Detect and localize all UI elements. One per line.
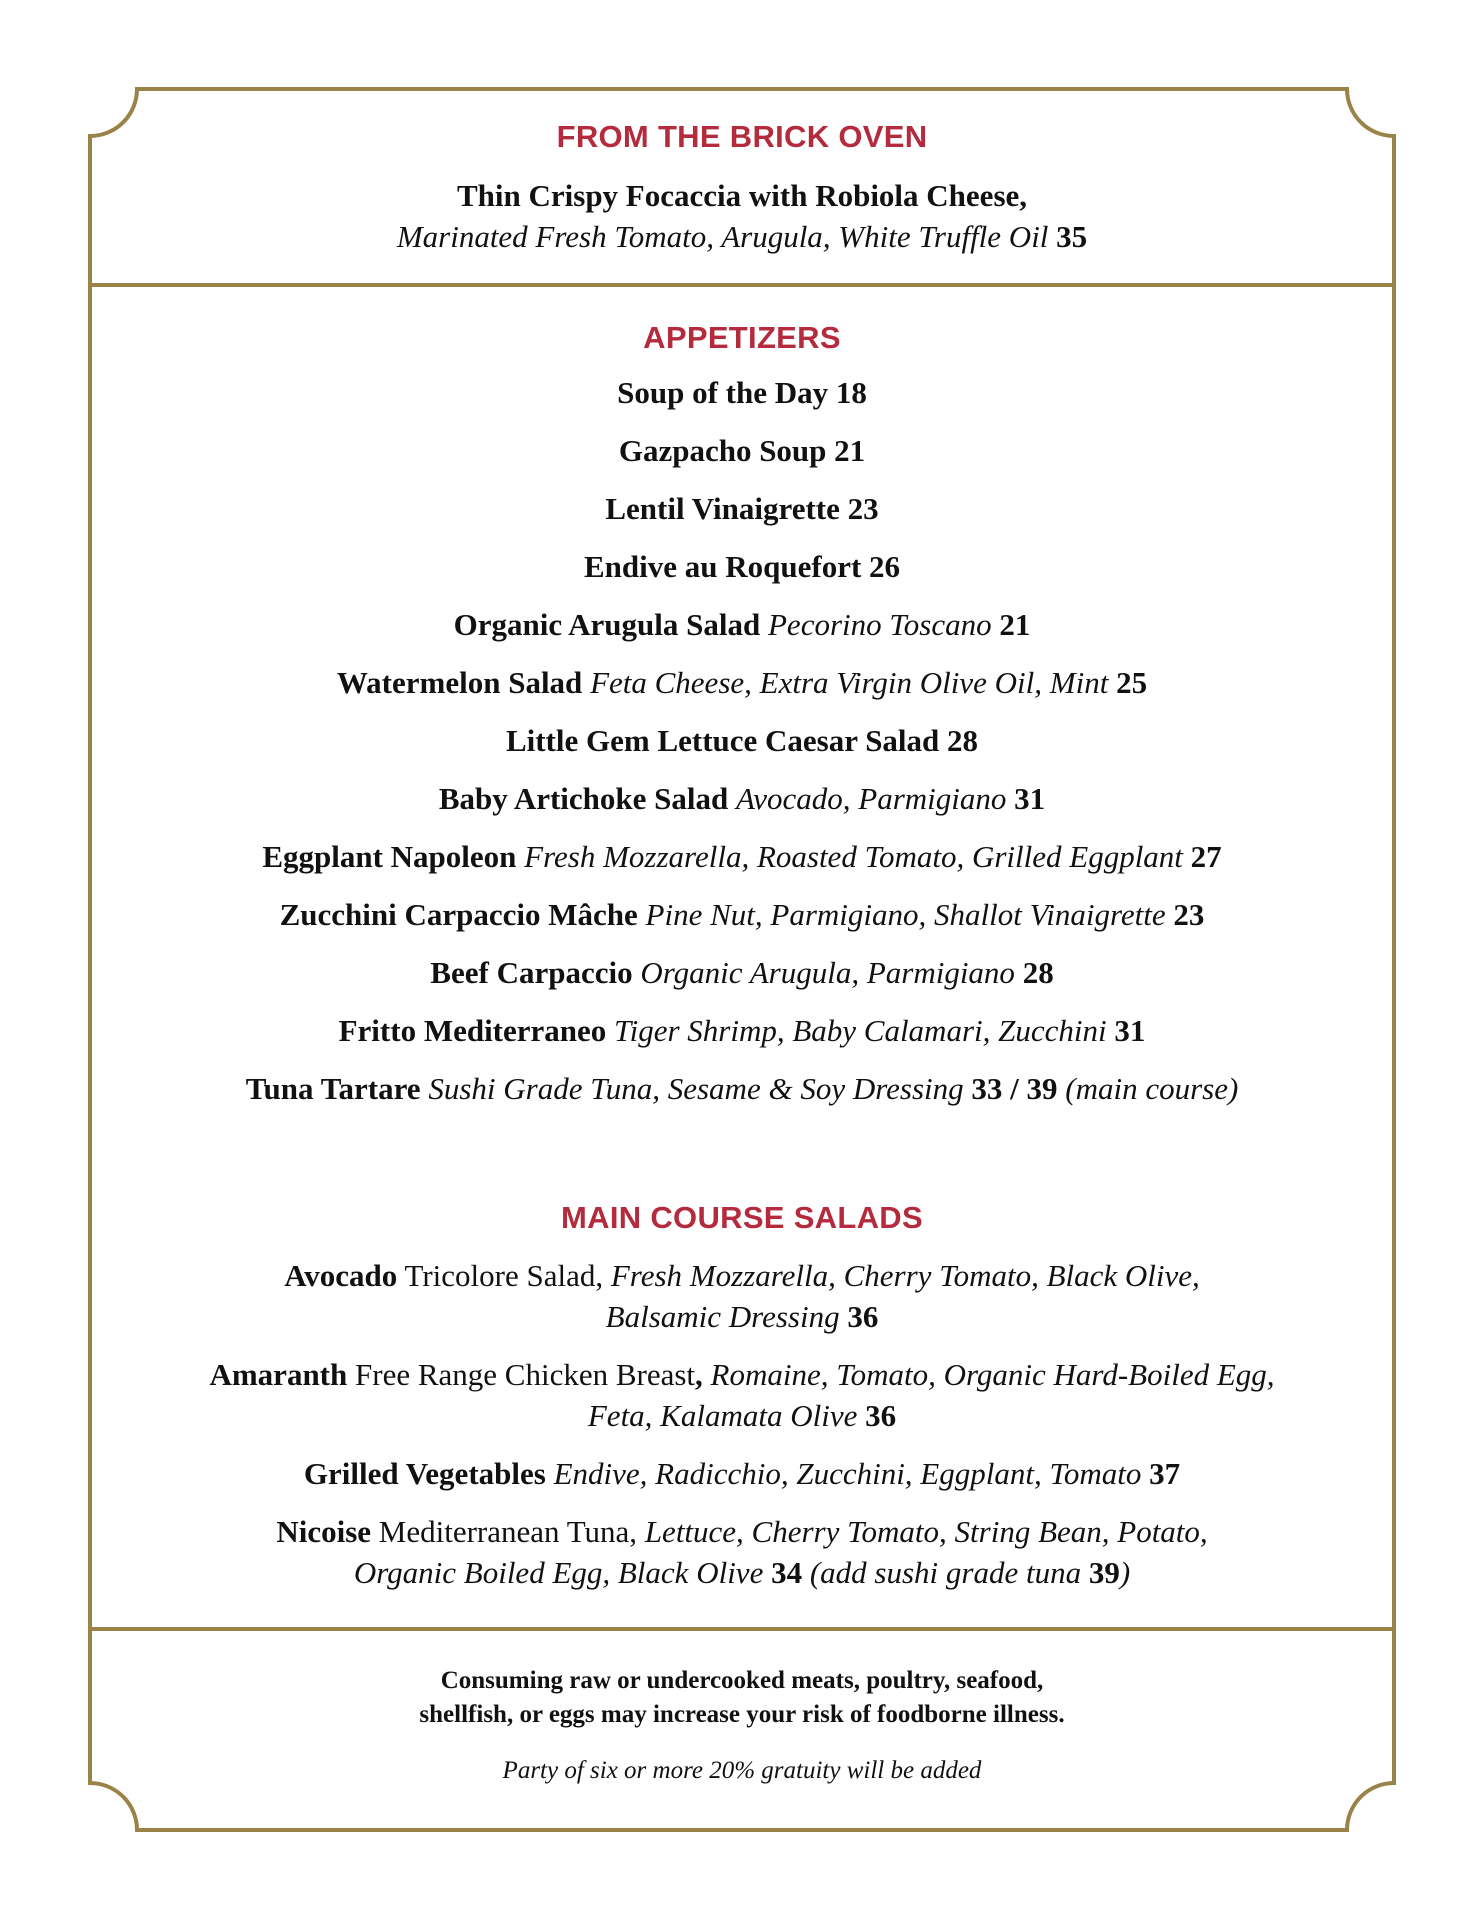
item-description: Romaine, Tomato, Organic Hard-Boiled Egg, (710, 1357, 1275, 1392)
item-description: Pecorino Toscano (768, 607, 992, 642)
item-price: 28 (1022, 955, 1054, 990)
divider-bottom (89, 1627, 1394, 1631)
appetizer-item (100, 836, 1384, 894)
item-base: Mediterranean Tuna, (378, 1514, 638, 1549)
item-name: Soup of the Day (617, 375, 829, 410)
item-description: Marinated Fresh Tomato, Arugula, White Truffle Oil (396, 219, 1049, 254)
disclaimer-line-1: Consuming raw or undercooked meats, poultry, seafood, (440, 1667, 1044, 1694)
item-name: Fritto Mediterraneo (338, 1013, 607, 1048)
item-name: Organic Arugula Salad (453, 607, 761, 642)
brick-oven-heading: FROM THE BRICK OVEN (556, 119, 928, 154)
appetizer-item (100, 488, 1384, 546)
item-description: Feta Cheese, Extra Virgin Olive Oil, Mint (590, 665, 1109, 700)
divider-top (89, 283, 1394, 287)
item-description-cont: Organic Boiled Egg, Black Olive (353, 1555, 764, 1590)
appetizers-heading: APPETIZERS (643, 320, 841, 355)
item-price: 28 (947, 723, 979, 758)
item-description: Sushi Grade Tuna, Sesame & Soy Dressing (428, 1071, 964, 1106)
footer-section (100, 1664, 1384, 1788)
menu-item-nicoise (100, 1511, 1384, 1593)
item-name: Grilled Vegetables (303, 1456, 546, 1491)
item-price: 36 (865, 1398, 897, 1433)
item-name: Little Gem Lettuce Caesar Salad (505, 723, 940, 758)
item-comma: , (695, 1357, 703, 1392)
item-description: Lettuce, Cherry Tomato, String Bean, Potato, (644, 1514, 1208, 1549)
item-base: Tricolore Salad, (404, 1258, 604, 1293)
item-price: 31 (1014, 781, 1046, 816)
menu-item-grilled-vegetables (100, 1453, 1384, 1494)
item-name: Nicoise (276, 1514, 372, 1549)
appetizer-item (100, 894, 1384, 952)
brick-oven-section (100, 117, 1384, 257)
item-price: 33 / 39 (971, 1071, 1058, 1106)
item-name: Endive au Roquefort (583, 549, 862, 584)
item-note: (add sushi grade tuna (809, 1555, 1082, 1590)
menu-item-avocado (100, 1255, 1384, 1337)
item-price: 37 (1149, 1456, 1181, 1491)
item-price: 23 (1173, 897, 1205, 932)
main-salads-section (100, 1198, 1384, 1610)
item-name: Beef Carpaccio (430, 955, 633, 990)
item-price: 36 (847, 1299, 879, 1334)
appetizer-item (100, 778, 1384, 836)
item-name: Watermelon Salad (336, 665, 583, 700)
item-name: Zucchini Carpaccio Mâche (279, 897, 638, 932)
item-price: 26 (869, 549, 901, 584)
item-price: 23 (847, 491, 879, 526)
item-note-price: 39 (1088, 1555, 1120, 1590)
item-description: Fresh Mozzarella, Cherry Tomato, Black Olive, (610, 1258, 1200, 1293)
appetizers-section (100, 318, 1384, 1126)
appetizer-item (100, 430, 1384, 488)
item-name: Lentil Vinaigrette (605, 491, 840, 526)
appetizers-list (100, 372, 1384, 1126)
item-description: Endive, Radicchio, Zucchini, Eggplant, Tomato (553, 1456, 1142, 1491)
item-description: Avocado, Parmigiano (736, 781, 1007, 816)
item-price: 27 (1190, 839, 1222, 874)
item-base: Free Range Chicken Breast (355, 1357, 696, 1392)
item-description: Organic Arugula, Parmigiano (640, 955, 1015, 990)
item-name: Gazpacho Soup (618, 433, 827, 468)
appetizer-item (100, 720, 1384, 778)
item-price: 31 (1114, 1013, 1146, 1048)
item-description: Pine Nut, Parmigiano, Shallot Vinaigrette (645, 897, 1166, 932)
item-description-cont: Feta, Kalamata Olive (587, 1398, 858, 1433)
menu-item-focaccia (100, 175, 1384, 257)
appetizer-item (100, 1010, 1384, 1068)
item-price: 18 (835, 375, 867, 410)
item-note: (main course) (1065, 1071, 1239, 1106)
item-price: 34 (771, 1555, 803, 1590)
item-name: Tuna Tartare (245, 1071, 421, 1106)
item-description: Fresh Mozzarella, Roasted Tomato, Grilled Eggplant (524, 839, 1183, 874)
appetizer-item (100, 1068, 1384, 1126)
appetizer-item (100, 546, 1384, 604)
item-price: 21 (999, 607, 1031, 642)
item-name: Eggplant Napoleon (262, 839, 517, 874)
gratuity-note: Party of six or more 20% gratuity will be added (502, 1757, 982, 1784)
item-description: Tiger Shrimp, Baby Calamari, Zucchini (614, 1013, 1107, 1048)
health-disclaimer (100, 1664, 1384, 1732)
menu-item-amaranth (100, 1354, 1384, 1436)
disclaimer-line-2: shellfish, or eggs may increase your risk of foodborne illness. (419, 1701, 1065, 1728)
item-price: 35 (1056, 219, 1088, 254)
appetizer-item (100, 604, 1384, 662)
item-name: Avocado (284, 1258, 398, 1293)
item-name: Thin Crispy Focaccia with Robiola Cheese, (456, 178, 1028, 213)
item-price: 25 (1116, 665, 1148, 700)
appetizer-item (100, 372, 1384, 430)
item-name: Amaranth (209, 1357, 348, 1392)
main-salads-heading: MAIN COURSE SALADS (561, 1200, 923, 1235)
item-price: 21 (834, 433, 866, 468)
item-name: Baby Artichoke Salad (438, 781, 729, 816)
appetizer-item (100, 952, 1384, 1010)
appetizer-item (100, 662, 1384, 720)
item-description-cont: Balsamic Dressing (605, 1299, 840, 1334)
item-note-close: ) (1119, 1555, 1131, 1590)
